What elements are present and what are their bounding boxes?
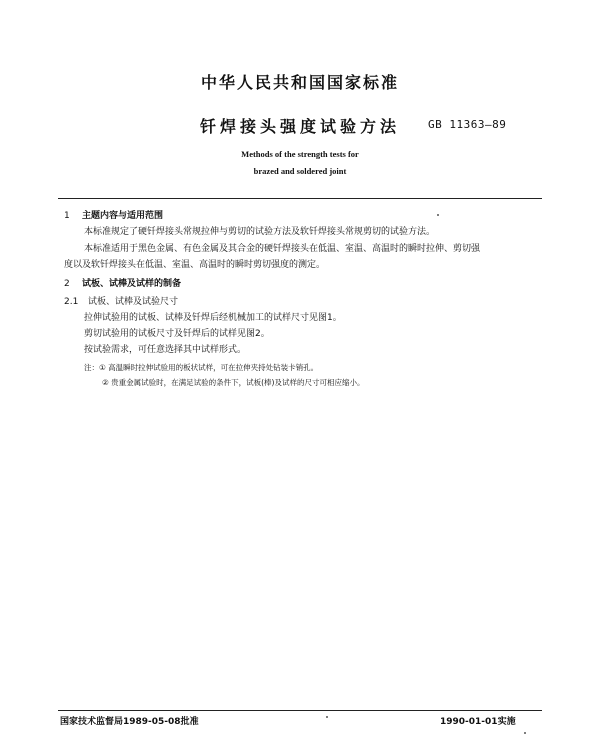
scan-speck (524, 732, 526, 734)
section-1-paragraph-2-line-1: 本标准适用于黑色金属、有色金属及其合金的硬钎焊接头在低温、室温、高温时的瞬时拉伸、剪切强 (84, 244, 481, 254)
section-2-number: 2 (64, 279, 70, 289)
section-2-heading (64, 278, 181, 291)
section-1-paragraph-1: 本标准规定了硬钎焊接头常规拉伸与剪切的试验方法及软钎焊接头常规剪切的试验方法。 (84, 227, 436, 237)
section-2-1-line-1: 拉伸试验用的试板、试棒及钎焊后经机械加工的试样尺寸见图1。 (84, 313, 342, 323)
note-label: 注： (84, 363, 99, 372)
section-2-1-line-3: 按试验需求，可任意选择其中试样形式。 (84, 345, 247, 355)
section-1-heading (64, 210, 163, 223)
implementation-date: 1990-01-01实施 (440, 717, 516, 727)
section-1-paragraph-2-line-2: 度以及软钎焊接头在低温、室温、高温时的瞬时剪切强度的测定。 (64, 260, 326, 270)
bottom-divider (58, 710, 542, 711)
note-1 (84, 361, 318, 374)
note-1-text: ① 高温瞬时拉伸试验用的板状试样，可在拉伸夹持处钻装卡销孔。 (99, 363, 319, 372)
organization-header: 中华人民共和国国家标准 (200, 73, 399, 92)
section-2-1-heading (64, 296, 178, 309)
top-divider (58, 198, 542, 199)
english-title-line-2: brazed and soldered joint (253, 166, 347, 176)
section-2-title: 试板、试棒及试样的制备 (82, 279, 182, 289)
section-1-title: 主题内容与适用范围 (82, 211, 164, 221)
standard-number: GB 11363—89 (428, 118, 507, 131)
scan-speck (437, 214, 439, 216)
section-2-1-number: 2.1 (64, 297, 79, 307)
note-2: ② 贵重金属试验时，在满足试验的条件下，试板(棒)及试样的尺寸可相应缩小。 (102, 378, 365, 387)
approval-info: 国家技术监督局1989-05-08批准 (60, 717, 199, 727)
section-1-number: 1 (64, 211, 70, 221)
english-title-line-1: Methods of the strength tests for (241, 149, 359, 159)
section-2-1-line-2: 剪切试验用的试板尺寸及钎焊后的试样见图2。 (84, 329, 270, 339)
section-2-1-title: 试板、试棒及试验尺寸 (88, 297, 179, 307)
english-title (0, 146, 600, 180)
document-title: 钎焊接头强度试验方法 (199, 117, 400, 136)
scan-speck (326, 716, 328, 718)
